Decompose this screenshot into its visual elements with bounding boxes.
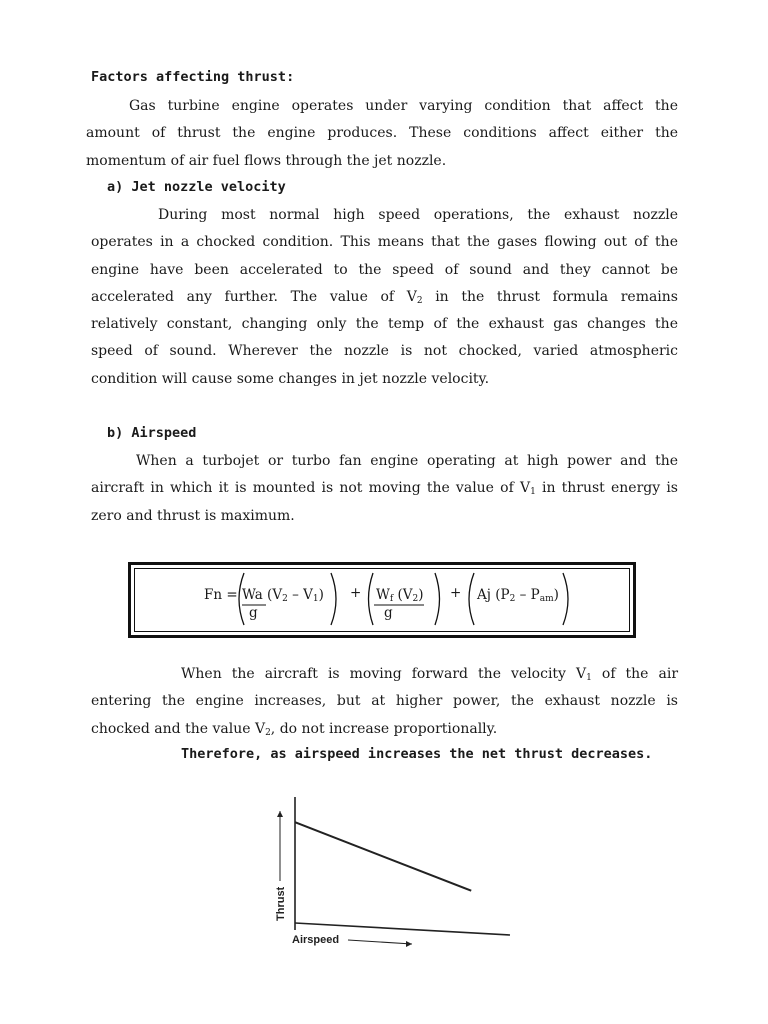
formula-lhs: Fn = — [204, 587, 238, 603]
section-b-line-3: zero and thrust is maximum. — [91, 507, 295, 524]
section-b-line-1: When a turbojet or turbo fan engine operating at high power and the — [136, 453, 678, 469]
section-a-line-7: condition will cause some changes in jet nozzle velocity. — [91, 370, 490, 387]
formula-t3-minus: – P — [515, 587, 540, 603]
after-formula-line-3-text: chocked and the value V — [91, 720, 266, 737]
ylabel-group — [275, 811, 287, 921]
formula-term1-numerator — [242, 587, 324, 603]
thrust-vs-airspeed-chart — [240, 775, 530, 975]
formula-term2-denominator: g — [384, 605, 393, 621]
formula-t1-open: (V — [262, 587, 283, 603]
formula-t2-sub2: 2 — [412, 594, 419, 604]
formula-t3-subam: am — [539, 594, 554, 604]
y-axis-label: Thrust — [275, 886, 287, 921]
thrust-formula-box — [128, 562, 636, 638]
thrust-series-line — [295, 822, 471, 891]
formula-t1-sub1: 1 — [312, 594, 319, 604]
formula-term3 — [477, 587, 559, 603]
x-axis-label-arrow — [348, 940, 412, 944]
subheading-airspeed: b) Airspeed — [107, 425, 197, 441]
section-a-line-5: relatively constant, changing only the temp of the exhaust gas changes the — [91, 316, 678, 333]
intro-line-2: amount of thrust the engine produces. These conditions affect either the — [86, 125, 678, 142]
after-formula-line-2: entering the engine increases, but at higher power, the exhaust nozzle is — [91, 693, 678, 710]
formula-t3-sub2: 2 — [509, 594, 516, 604]
section-b-paragraph — [91, 448, 678, 530]
formula-t2-open: (V — [393, 587, 413, 603]
intro-line-1: Gas turbine engine operates under varying condition that affect the — [129, 98, 678, 114]
formula-term1-denominator: g — [249, 605, 258, 621]
section-a-line-4 — [91, 284, 678, 311]
after-formula-line-1-rest: of the air — [591, 666, 679, 682]
after-formula-line-1 — [91, 661, 678, 688]
section-a-line-6: speed of sound. Wherever the nozzle is not chocked, varied atmospheric — [91, 343, 678, 360]
section-a-line-4-rest: in the thrust formula remains — [422, 288, 678, 305]
section-b-line-2-text: aircraft in which it is mounted is not moving the value of V — [91, 480, 531, 497]
x-axis-label: Airspeed — [292, 934, 340, 946]
section-a-line-2: operates in a chocked condition. This means that the gases flowing out of the — [91, 234, 678, 251]
after-formula-line-3-rest: , do not increase proportionally. — [270, 720, 498, 737]
after-formula-line-1-text: When the aircraft is moving forward the velocity V — [181, 666, 587, 682]
subheading-jet-nozzle-velocity: a) Jet nozzle velocity — [107, 179, 286, 195]
formula-plus-1: + — [350, 585, 362, 601]
y-axis-label-arrowhead — [277, 811, 283, 817]
section-a-line-1: During most normal high speed operations, the exhaust nozzle — [158, 207, 678, 223]
conclusion-statement: Therefore, as airspeed increases the net thrust decreases. — [181, 746, 653, 762]
section-b-line-2-rest: in thrust energy is — [535, 480, 678, 497]
after-v1-subscript: 1 — [586, 673, 592, 683]
formula-t3-close: ) — [553, 587, 559, 603]
intro-line-3: momentum of air fuel flows through the jet nozzle. — [86, 152, 447, 169]
formula-t1-minus: – V — [287, 587, 313, 603]
x-axis-label-arrowhead — [406, 941, 412, 947]
v2-subscript: 2 — [416, 295, 423, 306]
v1-subscript: 1 — [530, 487, 536, 498]
formula-t2-subf: f — [389, 594, 394, 604]
formula-aj: Aj (P — [477, 587, 510, 603]
intro-paragraph — [86, 93, 678, 175]
formula-t1-sub2: 2 — [282, 594, 288, 604]
formula-w: W — [376, 587, 390, 603]
formula-wa: Wa — [242, 587, 263, 603]
formula-term2-numerator — [376, 587, 424, 603]
formula-plus-2: + — [450, 585, 462, 601]
section-a-paragraph — [91, 202, 678, 393]
section-b-line-2 — [91, 475, 678, 502]
section-heading: Factors affecting thrust: — [91, 69, 295, 85]
after-formula-paragraph — [91, 661, 678, 743]
after-v2-subscript: 2 — [265, 727, 271, 738]
section-a-line-3: engine have been accelerated to the speed of sound and they cannot be — [91, 261, 678, 278]
section-a-line-4-text: accelerated any further. The value of V — [91, 288, 417, 305]
formula-t1-close: ) — [318, 587, 324, 603]
formula-t2-close: ) — [418, 587, 424, 603]
after-formula-line-3 — [91, 716, 678, 743]
chart-axes — [295, 797, 510, 935]
